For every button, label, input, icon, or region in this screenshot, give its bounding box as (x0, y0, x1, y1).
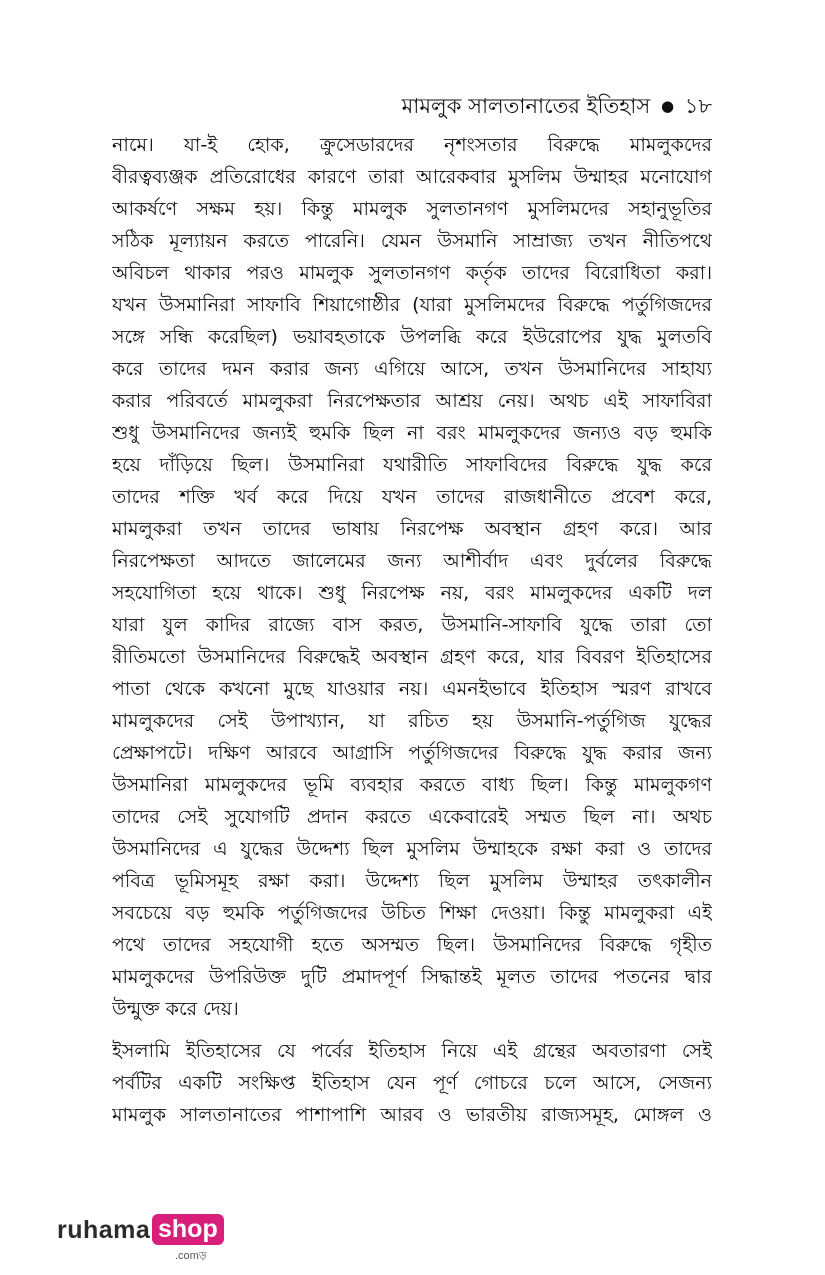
text-line: শুধু উসমানিদের জন্যই হুমকি ছিল না বরং মামলুকদের জন্যও বড় হুমকি (112, 422, 712, 444)
text-line: যারা যুল কাদির রাজ্যে বাস করত, উসমানি-সাফাবি যুদ্ধে তারা তো (112, 614, 712, 636)
text-line: মামলুক সালতানাতের পাশাপাশি আরব ও ভারতীয় রাজ্যসমূহ, মোঙ্গল ও (112, 1104, 712, 1126)
text-line: হয়ে দাঁড়িয়ে ছিল। উসমানিরা যথারীতি সাফাবিদের বিরুদ্ধে যুদ্ধ করে (112, 454, 712, 476)
text-line: উসমানিরা মামলুকদের ভূমি ব্যবহার করতে বাধ্য ছিল। কিন্তু মামলুকগণ (112, 774, 712, 796)
text-line: নামে। যা-ই হোক, ক্রুসেডারদের নৃশংসতার বিরুদ্ধে মামলুকদের (112, 134, 712, 156)
text-line: পবিত্র ভূমিসমূহ রক্ষা করা। উদ্দেশ্য ছিল মুসলিম উম্মাহর তৎকালীন (112, 870, 712, 892)
text-line: তাদের সেই সুযোগটি প্রদান করতে একেবারেই সম্মত ছিল না। অথচ (112, 806, 712, 828)
paragraph (112, 1035, 712, 1131)
text-line: করার পরিবর্তে মামলুকরা নিরপেক্ষতার আশ্রয় নেয়। অথচ এই সাফাবিরা (112, 390, 712, 412)
text-line: আকর্ষণে সক্ষম হয়। কিন্তু মামলুক সুলতানগণ মুসলিমদের সহানুভূতির (112, 198, 712, 220)
running-title: মামলুক সালতানাতের ইতিহাস (401, 94, 651, 118)
text-line: রীতিমতো উসমানিদের বিরুদ্ধেই অবস্থান গ্রহণ করে, যার বিবরণ ইতিহাসের (112, 646, 712, 668)
text-line: ইসলামি ইতিহাসের যে পর্বের ইতিহাস নিয়ে এই গ্রন্থের অবতারণা সেই (112, 1040, 712, 1062)
text-line: যখন উসমানিরা সাফাবি শিয়াগোষ্ঠীর (যারা মুসলিমদের বিরুদ্ধে পর্তুগিজদের (112, 294, 712, 316)
text-line: মামলুকদের সেই উপাখ্যান, যা রচিত হয় উসমানি-পর্তুগিজ যুদ্ধের (112, 710, 712, 732)
logo-wordmark-ruhama: ruhama (57, 1216, 151, 1244)
text-line: অবিচল থাকার পরও মামলুক সুলতানগণ কর্তৃক তাদের বিরোধিতা করা। (112, 262, 712, 284)
separator-dot: ● (660, 97, 675, 115)
text-line: সবচেয়ে বড় হুমকি পর্তুগিজদের উচিত শিক্ষা দেওয়া। কিন্তু মামলুকরা এই (112, 902, 712, 924)
text-line: মামলুকরা তখন তাদের ভাষায় নিরপেক্ষ অবস্থান গ্রহণ করে। আর (112, 518, 712, 540)
text-line: উসমানিদের এ যুদ্ধের উদ্দেশ্য ছিল মুসলিম উম্মাহকে রক্ষা করা ও তাদের (112, 838, 712, 860)
text-line: পর্বটির একটি সংক্ষিপ্ত ইতিহাস যেন পূর্ণ গোচরে চলে আসে, সেজন্য (112, 1072, 712, 1094)
text-line: নিরপেক্ষতা আদতে জালেমের জন্য আশীর্বাদ এবং দুর্বলের বিরুদ্ধে (112, 550, 712, 572)
text-line: মামলুকদের উপরিউক্ত দুটি প্রমাদপূর্ণ সিদ্ধান্তই মূলত তাদের পতনের দ্বার (112, 966, 712, 988)
logo-domain: .comড় (175, 1250, 207, 1262)
text-line: সঠিক মূল্যায়ন করতে পারেনি। যেমন উসমানি সাম্রাজ্য তখন নীতিপথে (112, 230, 712, 252)
text-line: সহযোগিতা হয়ে থাকে। শুধু নিরপেক্ষ নয়, বরং মামলুকদের একটি দল (112, 582, 712, 604)
logo-wordmark-shop: shop (152, 1214, 224, 1245)
page-number: ১৮ (684, 94, 712, 118)
text-line: উন্মুক্ত করে দেয়। (112, 998, 239, 1020)
text-line: করে তাদের দমন করার জন্য এগিয়ে আসে, তখন উসমানিদের সাহায্য (112, 358, 712, 380)
publisher-logo (57, 1214, 222, 1262)
text-line: বীরত্বব্যঞ্জক প্রতিরোধের কারণে তারা আরেকবার মুসলিম উম্মাহর মনোযোগ (112, 166, 712, 188)
text-line: তাদের শক্তি খর্ব করে দিয়ে যখন তাদের রাজধানীতে প্রবেশ করে, (112, 486, 712, 508)
body-text (112, 129, 712, 1131)
paragraph (112, 129, 712, 1025)
text-line: পাতা থেকে কখনো মুছে যাওয়ার নয়। এমনইভাবে ইতিহাস স্মরণ রাখবে (112, 678, 712, 700)
text-line: পথে তাদের সহযোগী হতে অসম্মত ছিল। উসমানিদের বিরুদ্ধে গৃহীত (112, 934, 712, 956)
text-line: সঙ্গে সন্ধি করেছিল) ভয়াবহতাকে উপলব্ধি করে ইউরোপের যুদ্ধ মুলতবি (112, 326, 712, 348)
running-header (402, 92, 712, 120)
text-line: প্রেক্ষাপটে। দক্ষিণ আরবে আগ্রাসি পর্তুগিজদের বিরুদ্ধে যুদ্ধ করার জন্য (112, 742, 712, 764)
